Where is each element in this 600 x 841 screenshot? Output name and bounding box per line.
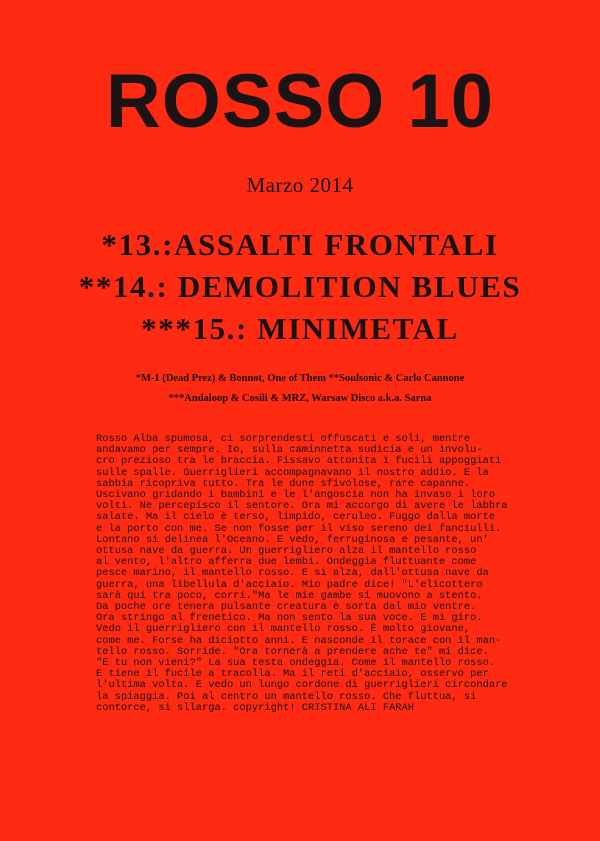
story-line: Vedo il guerrigliero con il mantello rosso. È molto giovane, bbox=[96, 623, 471, 636]
story-line: sabbia ricopriva tutto. Tra le dune sfivolose, rare capanne. bbox=[96, 477, 471, 490]
story-line: Da poche ore tenera pulsante creatura è sorta dal mio ventre. bbox=[96, 601, 477, 614]
story-line: tello rosso. Sorride. "Ora tornerà a prendere ache te" mi dice. bbox=[96, 645, 489, 658]
credit-line: ***Andaloop & Cosili & MRZ, Warsaw Disco a.k.a. Sarna bbox=[168, 393, 432, 404]
story-line: ottusa nave da guerra. Un guerrigliero alza il mantello rosso bbox=[96, 545, 477, 558]
story-line: guerra, una libellula d'acciaio. Mio padre dice! "L'elicottero bbox=[96, 578, 483, 591]
story-line: cro prezioso tra le braccia. Fissavo attonita i fucili appoggiati bbox=[96, 455, 502, 468]
story-line: al vento, l'altro afferra due lembi. Ondeggia fluttuante come bbox=[96, 556, 477, 569]
headline-14: **14.: DEMOLITION BLUES bbox=[78, 269, 522, 304]
story-line: e la porto con me. Se non fosse per il viso sereno dei fanciulli. bbox=[96, 522, 502, 535]
story-line: volti. Ne percepisco il sentore. Ora mi accorgo di avere le labbra bbox=[96, 500, 508, 513]
story-line: salate. Ma il cielo è terso, limpido, ceruleo. Fuggo dalla morte bbox=[96, 511, 496, 524]
story-line: Ora stringo al frenetico. Ma non sento la sua voce. E mi giro. bbox=[96, 612, 483, 625]
story-line: l'ultima volta. E vedo un lungo cordone di guerriglieri circondare bbox=[96, 679, 508, 692]
story-line: E tiene il fucile a tracolla. Ma il reti d'acciaio, osservo per bbox=[96, 668, 489, 681]
credits bbox=[0, 369, 600, 409]
headline-15: ***15.: MINIMETAL bbox=[141, 311, 459, 346]
story-line: la spiaggia. Poi al centro un mantello rosso. Che fluttua, si bbox=[96, 690, 477, 703]
story-line: Rosso Alba spumosa, ci sorprendesti offuscati e soli, mentre bbox=[96, 433, 471, 445]
headline-13: *13.:ASSALTI FRONTALI bbox=[101, 227, 499, 262]
story-line: contorce, si sllarga. copyright! CRISTINA ALI FARAH bbox=[96, 701, 415, 714]
story-text bbox=[96, 434, 536, 714]
story-line: come me. Forse ha diciotto anni. E nasconde il torace con il man- bbox=[96, 634, 502, 647]
poster-date: Marzo 2014 bbox=[246, 173, 354, 197]
story-line: sarà qui tra poco, corri."Ma le mie gambe si muovono a stento. bbox=[96, 589, 483, 602]
story-line: Uscivano gridando i bambini e le l'angoscia non ha invaso i loro bbox=[96, 489, 496, 502]
headline-list bbox=[0, 224, 600, 350]
story-line: Lontano si delinea l'Oceano. E vedo, ferruginosa e pesante, un' bbox=[96, 533, 489, 546]
story-line: pesce marino, il mantello rosso. E si alza, dall'ottusa nave da bbox=[96, 567, 489, 580]
story-line: andavamo per sempre. Io, sulla caminnetta sudicia e un involu- bbox=[96, 444, 483, 457]
credit-line: *M-1 (Dead Prez) & Bonnot, One of Them **Soulsonic & Carlo Cannone bbox=[135, 373, 465, 384]
poster-title: ROSSO 10 bbox=[105, 59, 495, 144]
story-line: sulle spalle. Guerriglieri accompagnavano il nostro addio. E la bbox=[96, 466, 489, 479]
story-line: "E tu non vieni?" La sua testa ondeggia. Come il mantello rosso. bbox=[96, 657, 496, 670]
